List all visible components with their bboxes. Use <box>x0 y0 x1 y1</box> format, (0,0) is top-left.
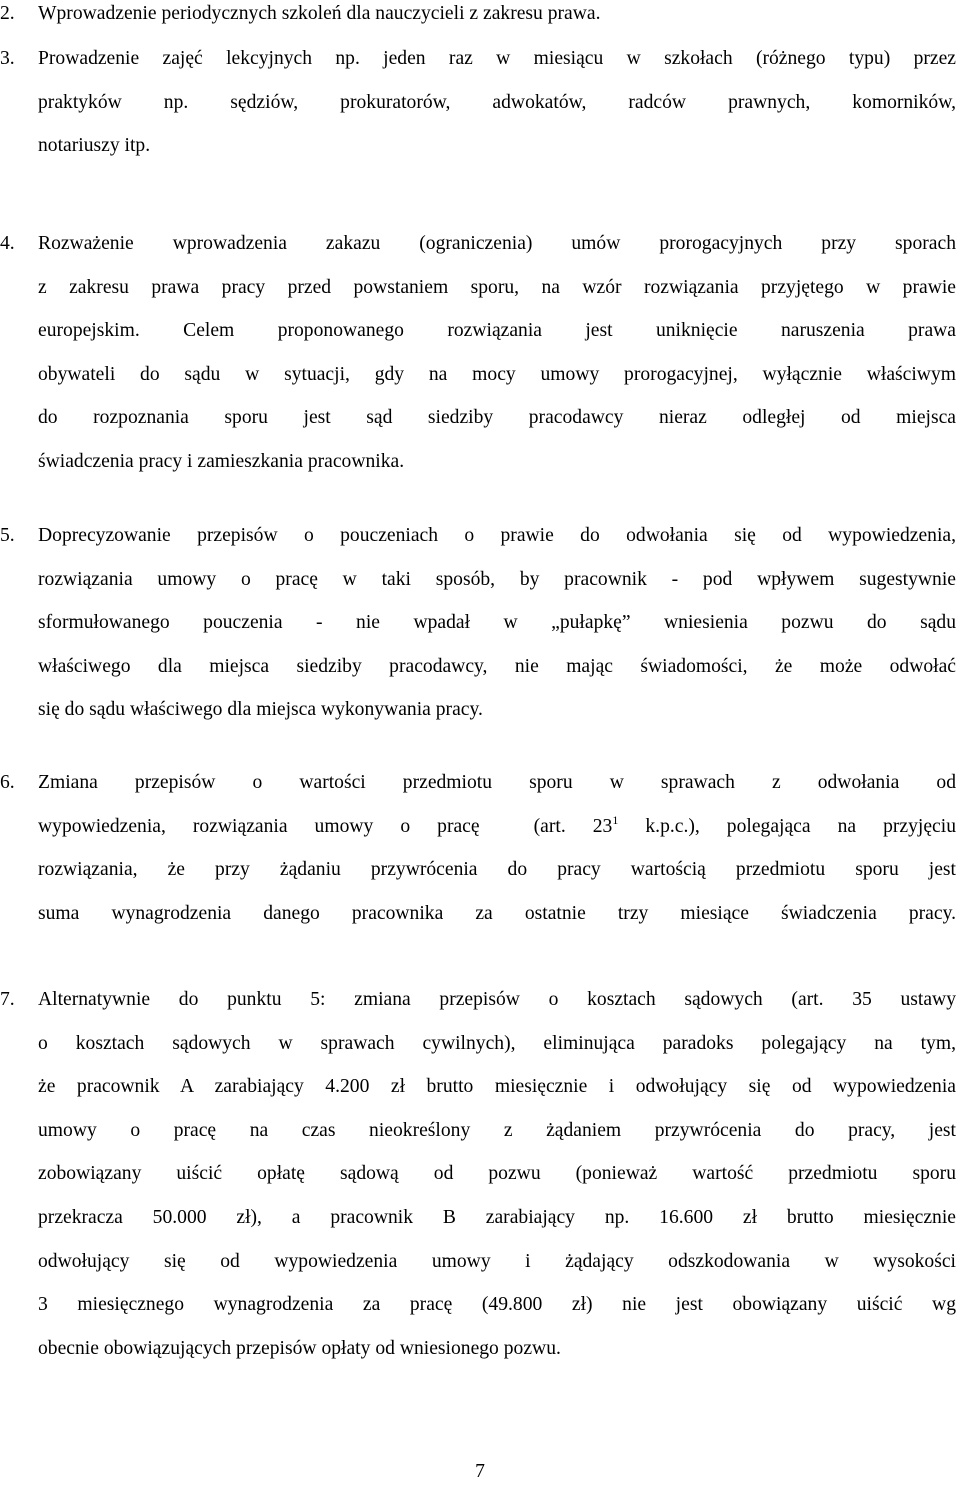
text-line: europejskim. Celem proponowanego rozwiązania jest uniknięcie naruszenia prawa <box>38 320 956 342</box>
list-number: 2. <box>0 3 15 24</box>
text-line: Doprecyzowanie przepisów o pouczeniach o prawie do odwołania się od wypowiedzenia, <box>38 525 956 546</box>
list-item-text <box>38 37 956 168</box>
text-line: przekracza 50.000 zł), a pracownik B zarabiający np. 16.600 zł brutto miesięcznie <box>38 1206 956 1228</box>
text-line: się do sądu właściwego dla miejsca wykonywania pracy. <box>38 699 483 721</box>
text-line: rozwiązania, że przy żądaniu przywrócenia do pracy wartością przedmiotu sporu jest <box>38 859 956 881</box>
list-item-3 <box>0 37 960 168</box>
list-item-text <box>38 978 956 1370</box>
list-item-text <box>38 514 956 732</box>
list-item-5 <box>0 514 960 732</box>
text-line: rozwiązania umowy o pracę w taki sposób, by pracownik - pod wpływem sugestywnie <box>38 568 956 590</box>
text-line: z zakresu prawa pracy przed powstaniem sporu, na wzór rozwiązania przyjętego w prawie <box>38 276 956 298</box>
list-number: 3. <box>0 48 15 69</box>
text-line: właściwego dla miejsca siedziby pracodawcy, nie mając świadomości, że może odwołać <box>38 655 956 677</box>
list-number: 4. <box>0 233 15 254</box>
list-item-2 <box>0 0 960 36</box>
text-line: obecnie obowiązujących przepisów opłaty od wniesionego pozwu. <box>38 1337 561 1359</box>
list-item-6 <box>0 761 960 935</box>
text-line: notariuszy itp. <box>38 135 151 157</box>
text-line: odwołujący się od wypowiedzenia umowy i żądający odszkodowania w wysokości <box>38 1250 956 1272</box>
list-item-4 <box>0 222 960 484</box>
list-number: 7. <box>0 989 15 1010</box>
text-line <box>38 805 956 849</box>
text-line: zobowiązany uiścić opłatę sądową od pozwu (ponieważ wartość przedmiotu sporu <box>38 1163 956 1185</box>
list-number: 6. <box>0 772 15 793</box>
list-number: 5. <box>0 525 15 546</box>
text-line: obywateli do sądu w sytuacji, gdy na mocy umowy prorogacyjnej, wyłącznie właściwym <box>38 363 956 385</box>
text-line: o kosztach sądowych w sprawach cywilnych), eliminująca paradoks polegający na tym, <box>38 1032 956 1054</box>
text-line: suma wynagrodzenia danego pracownika za ostatnie trzy miesiące świadczenia pracy. <box>38 902 956 924</box>
text-line: praktyków np. sędziów, prokuratorów, adwokatów, radców prawnych, komorników, <box>38 91 956 113</box>
text-segment: wypowiedzenia, rozwiązania umowy o pracę (art. 23 <box>38 815 613 837</box>
text-line: do rozpoznania sporu jest sąd siedziby pracodawcy nieraz odległej od miejsca <box>38 407 956 429</box>
text-line: 3 miesięcznego wynagrodzenia za pracę (49.800 zł) nie jest obowiązany uiścić wg <box>38 1294 956 1316</box>
page-number: 7 <box>475 1461 485 1482</box>
superscript: 1 <box>612 812 619 827</box>
text-line: Prowadzenie zajęć lekcyjnych np. jeden raz w miesiącu w szkołach (różnego typu) przez <box>38 48 956 69</box>
text-line: że pracownik A zarabiający 4.200 zł brutto miesięcznie i odwołujący się od wypowiedzenia <box>38 1076 956 1098</box>
list-item-text <box>38 0 956 36</box>
text-line: świadczenia pracy i zamieszkania pracownika. <box>38 450 405 472</box>
text-segment: k.p.c.), polegająca na przyjęciu <box>618 815 956 837</box>
list-item-text <box>38 222 956 484</box>
list-item-text <box>38 761 956 935</box>
text-line: umowy o pracę na czas nieokreślony z żądaniem przywrócenia do pracy, jest <box>38 1119 956 1141</box>
text-line: sformułowanego pouczenia - nie wpadał w „pułapkę” wniesienia pozwu do sądu <box>38 612 956 634</box>
text-line: Rozważenie wprowadzenia zakazu (ograniczenia) umów prorogacyjnych przy sporach <box>38 233 956 254</box>
list-item-7 <box>0 978 960 1370</box>
text-line: Alternatywnie do punktu 5: zmiana przepisów o kosztach sądowych (art. 35 ustawy <box>38 989 956 1010</box>
text-line: Wprowadzenie periodycznych szkoleń dla nauczycieli z zakresu prawa. <box>38 3 601 24</box>
text-line: Zmiana przepisów o wartości przedmiotu sporu w sprawach z odwołania od <box>38 772 956 793</box>
